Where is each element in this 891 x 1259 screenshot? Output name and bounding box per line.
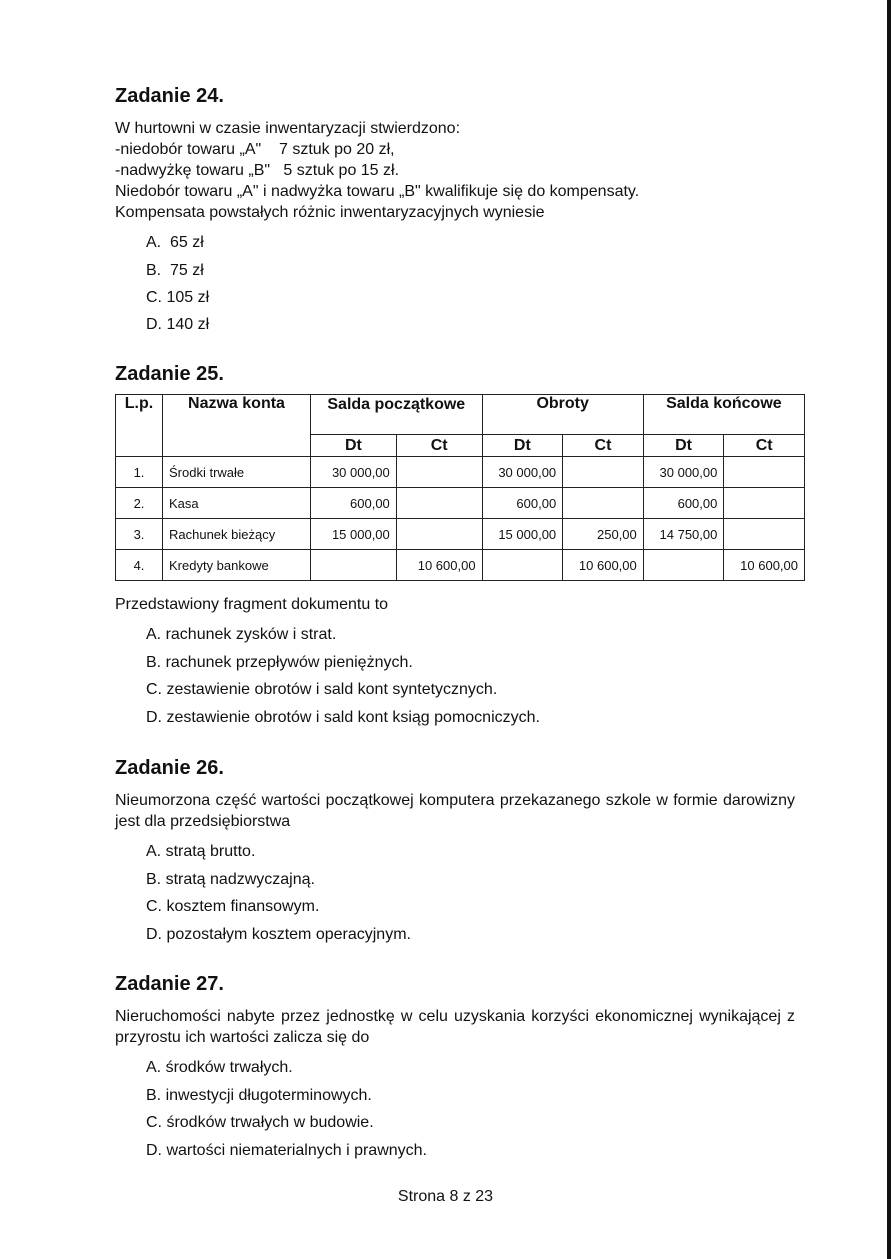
task-24-line: W hurtowni w czasie inwentaryzacji stwierdzono: [115,120,461,137]
cell-name: Środki trwałe [163,457,311,488]
task-24-line: -nadwyżkę towaru „B" 5 sztuk po 15 zł. [115,162,400,179]
task-25-option-d[interactable]: D. zestawienie obrotów i sald kont ksiąg pomocniczych. [146,709,540,726]
task-27-option-a[interactable]: A. środków trwałych. [146,1059,293,1076]
cell-name: Rachunek bieżący [163,519,311,550]
col-ct: Ct [563,435,644,457]
cell-sp-dt: 600,00 [311,488,397,519]
cell-sk-ct: 10 600,00 [724,550,805,581]
col-ct: Ct [396,435,482,457]
table-row [116,519,805,550]
task-24-option-d[interactable]: D. 140 zł [146,316,210,333]
cell-sp-ct [396,457,482,488]
cell-sp-ct [396,488,482,519]
cell-ob-dt: 15 000,00 [482,519,563,550]
cell-name: Kredyty bankowe [163,550,311,581]
task-24-option-a[interactable]: A. 65 zł [146,234,204,251]
task-25-option-c[interactable]: C. zestawienie obrotów i sald kont syntetycznych. [146,681,498,698]
cell-sp-ct [396,519,482,550]
cell-sk-ct [724,457,805,488]
cell-sk-dt: 14 750,00 [643,519,724,550]
col-dt: Dt [482,435,563,457]
task-25-option-a[interactable]: A. rachunek zysków i strat. [146,626,337,643]
cell-sk-dt: 30 000,00 [643,457,724,488]
cell-sk-dt [643,550,724,581]
cell-ob-dt: 30 000,00 [482,457,563,488]
cell-sk-ct [724,488,805,519]
cell-sp-dt: 15 000,00 [311,519,397,550]
task-26-option-d[interactable]: D. pozostałym kosztem operacyjnym. [146,926,411,943]
task-25-title: Zadanie 25. [115,363,224,385]
table-row [116,488,805,519]
cell-sp-dt [311,550,397,581]
col-dt: Dt [311,435,397,457]
cell-ob-ct: 250,00 [563,519,644,550]
task-26-option-b[interactable]: B. stratą nadzwyczajną. [146,871,315,888]
cell-ob-ct: 10 600,00 [563,550,644,581]
cell-lp: 4. [116,550,163,581]
task-27-title: Zadanie 27. [115,973,224,995]
task-24-line: Niedobór towaru „A" i nadwyżka towaru „B" kwalifikuje się do kompensaty. [115,183,640,200]
col-obroty: Obroty [482,395,643,435]
task-26-question: Nieumorzona część wartości początkowej komputera przekazanego szkole w formie darowizny jest dla przedsiębiorstwa [115,792,795,830]
accounts-table [115,394,805,581]
cell-ob-dt [482,550,563,581]
task-27-question: Nieruchomości nabyte przez jednostkę w celu uzyskania korzyści ekonomicznej wynikającej z przyrostu ich wartości zalicza się do [115,1008,795,1046]
col-name: Nazwa konta [163,395,311,457]
table-row [116,550,805,581]
cell-lp: 3. [116,519,163,550]
task-26-option-c[interactable]: C. kosztem finansowym. [146,898,320,915]
task-27-option-d[interactable]: D. wartości niematerialnych i prawnych. [146,1142,427,1159]
cell-ob-dt: 600,00 [482,488,563,519]
task-24-line: Kompensata powstałych różnic inwentaryzacyjnych wyniesie [115,204,545,221]
col-dt: Dt [643,435,724,457]
task-24-option-b[interactable]: B. 75 zł [146,262,204,279]
cell-sp-ct: 10 600,00 [396,550,482,581]
task-24-option-c[interactable]: C. 105 zł [146,289,210,306]
table-row [116,457,805,488]
cell-sp-dt: 30 000,00 [311,457,397,488]
task-25-option-b[interactable]: B. rachunek przepływów pieniężnych. [146,654,413,671]
cell-lp: 2. [116,488,163,519]
col-ct: Ct [724,435,805,457]
col-lp: L.p. [116,395,163,457]
task-25-question: Przedstawiony fragment dokumentu to [115,596,389,613]
task-26-option-a[interactable]: A. stratą brutto. [146,843,256,860]
cell-lp: 1. [116,457,163,488]
cell-sk-dt: 600,00 [643,488,724,519]
task-27-option-c[interactable]: C. środków trwałych w budowie. [146,1114,374,1131]
task-24-title: Zadanie 24. [115,85,224,107]
page-number: Strona 8 z 23 [397,1188,494,1205]
col-saldo-pocz: Salda początkowe [311,395,483,435]
col-saldo-konc: Salda końcowe [643,395,804,435]
cell-name: Kasa [163,488,311,519]
cell-ob-ct [563,457,644,488]
task-24-line: -niedobór towaru „A" 7 sztuk po 20 zł, [115,141,395,158]
cell-sk-ct [724,519,805,550]
cell-ob-ct [563,488,644,519]
task-26-title: Zadanie 26. [115,757,224,779]
page-right-edge [887,0,891,1259]
task-27-option-b[interactable]: B. inwestycji długoterminowych. [146,1087,372,1104]
